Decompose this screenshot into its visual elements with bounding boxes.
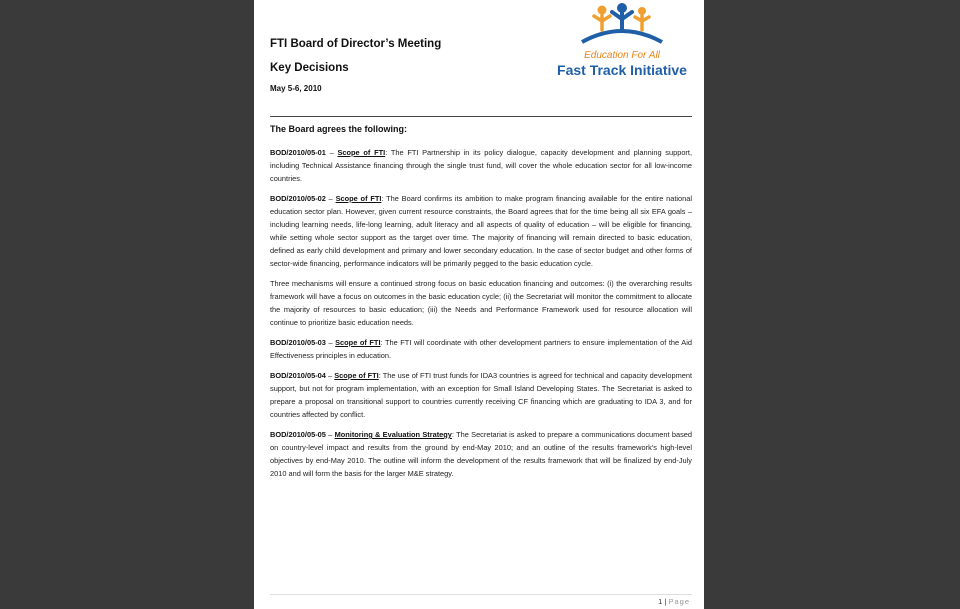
decision-heading: Scope of FTI	[334, 371, 379, 380]
decision-paragraph	[270, 369, 692, 421]
decision-paragraph	[270, 277, 692, 329]
page-footer	[658, 597, 690, 606]
meeting-date: May 5-6, 2010	[270, 84, 322, 93]
decision-ref: BOD/2010/05-01	[270, 148, 326, 157]
decision-sep: –	[325, 148, 338, 157]
page-separator: |	[662, 597, 669, 606]
decision-sep: –	[325, 371, 335, 380]
decision-heading: Scope of FTI	[335, 194, 382, 203]
decisions-body	[270, 146, 692, 487]
document-subtitle: Key Decisions	[270, 62, 349, 74]
decision-text: Three mechanisms will ensure a continued strong focus on basic education financing and outcomes: (i) the overarching results framework will have a focus on outcomes in the basic education cycle; (ii) the Secretariat will monitor the commitment to allocate the majority of resources to basic education; (iii) the Needs and Performance Framework used for resource allocation will continue to prioritize basic education needs.	[270, 279, 692, 327]
decision-text: : The Secretariat is asked to prepare a communications document based on country-level impact and results from the ground by end-May 2010; and an outline of the results framework’s high-level objectives by end-May 2010. The outline will inform the development of the results framework that will be finalized by end-July 2010 and will form the basis for the larger M&E strategy.	[270, 430, 692, 478]
decision-paragraph	[270, 336, 692, 362]
document-title: FTI Board of Director’s Meeting	[270, 38, 442, 50]
decision-sep: –	[325, 194, 336, 203]
decision-ref: BOD/2010/05-04	[270, 371, 326, 380]
decision-heading: Scope of FTI	[335, 338, 381, 347]
document-page	[254, 0, 704, 609]
decision-paragraph	[270, 192, 692, 270]
footer-divider	[270, 594, 692, 595]
decision-ref: BOD/2010/05-02	[270, 194, 326, 203]
decision-text: : The use of FTI trust funds for IDA3 countries is agreed for technical and capacity development support, but not for program implementation, with an exception for Small Island Developing States. The Secretariat is asked to prepare a proposal on transitional support to countries currently receiving CF financing which are graduating to IDA 3, and for countries affected by conflict.	[270, 371, 692, 419]
decision-text: : The FTI Partnership in its policy dialogue, capacity development and planning support, including Technical Assistance financing through the single trust fund, will cover the whole education sector for all low-income countries.	[270, 148, 693, 183]
page-label: Page	[668, 597, 690, 606]
people-figures-icon	[552, 2, 692, 50]
logo-text-line2: Fast Track Initiative	[557, 62, 687, 78]
fti-logo	[552, 2, 692, 84]
header-divider	[270, 116, 692, 117]
decision-paragraph	[270, 428, 692, 480]
decision-paragraph	[270, 146, 692, 185]
decision-ref: BOD/2010/05-03	[270, 338, 326, 347]
decision-sep: –	[325, 338, 336, 347]
logo-text-line1: Education For All	[584, 50, 660, 61]
decision-sep: –	[325, 430, 335, 439]
decision-text: : The FTI will coordinate with other development partners to ensure implementation of the Aid Effectiveness principles in education.	[270, 338, 692, 360]
intro-heading: The Board agrees the following:	[270, 124, 408, 134]
page-number: 1	[658, 597, 663, 606]
decision-ref: BOD/2010/05-05	[270, 430, 326, 439]
decision-heading: Scope of FTI	[337, 148, 386, 157]
decision-heading: Monitoring & Evaluation Strategy	[334, 430, 452, 439]
decision-text: : The Board confirms its ambition to make program financing available for the entire national education sector plan. However, given current resource constraints, the Board agrees that for the time being all six EFA goals – including learning needs, life-long learning, adult literacy and all aspects of quality of education – will be eligible for financing, while setting whole sector support as the target over time. The majority of financing will remain directed to basic education, defined as early child development and primary and lower secondary education. In the case of sector budget and other forms of sector-wide financing, performance indicators will be primarily pegged to the basic education cycle.	[270, 194, 692, 268]
